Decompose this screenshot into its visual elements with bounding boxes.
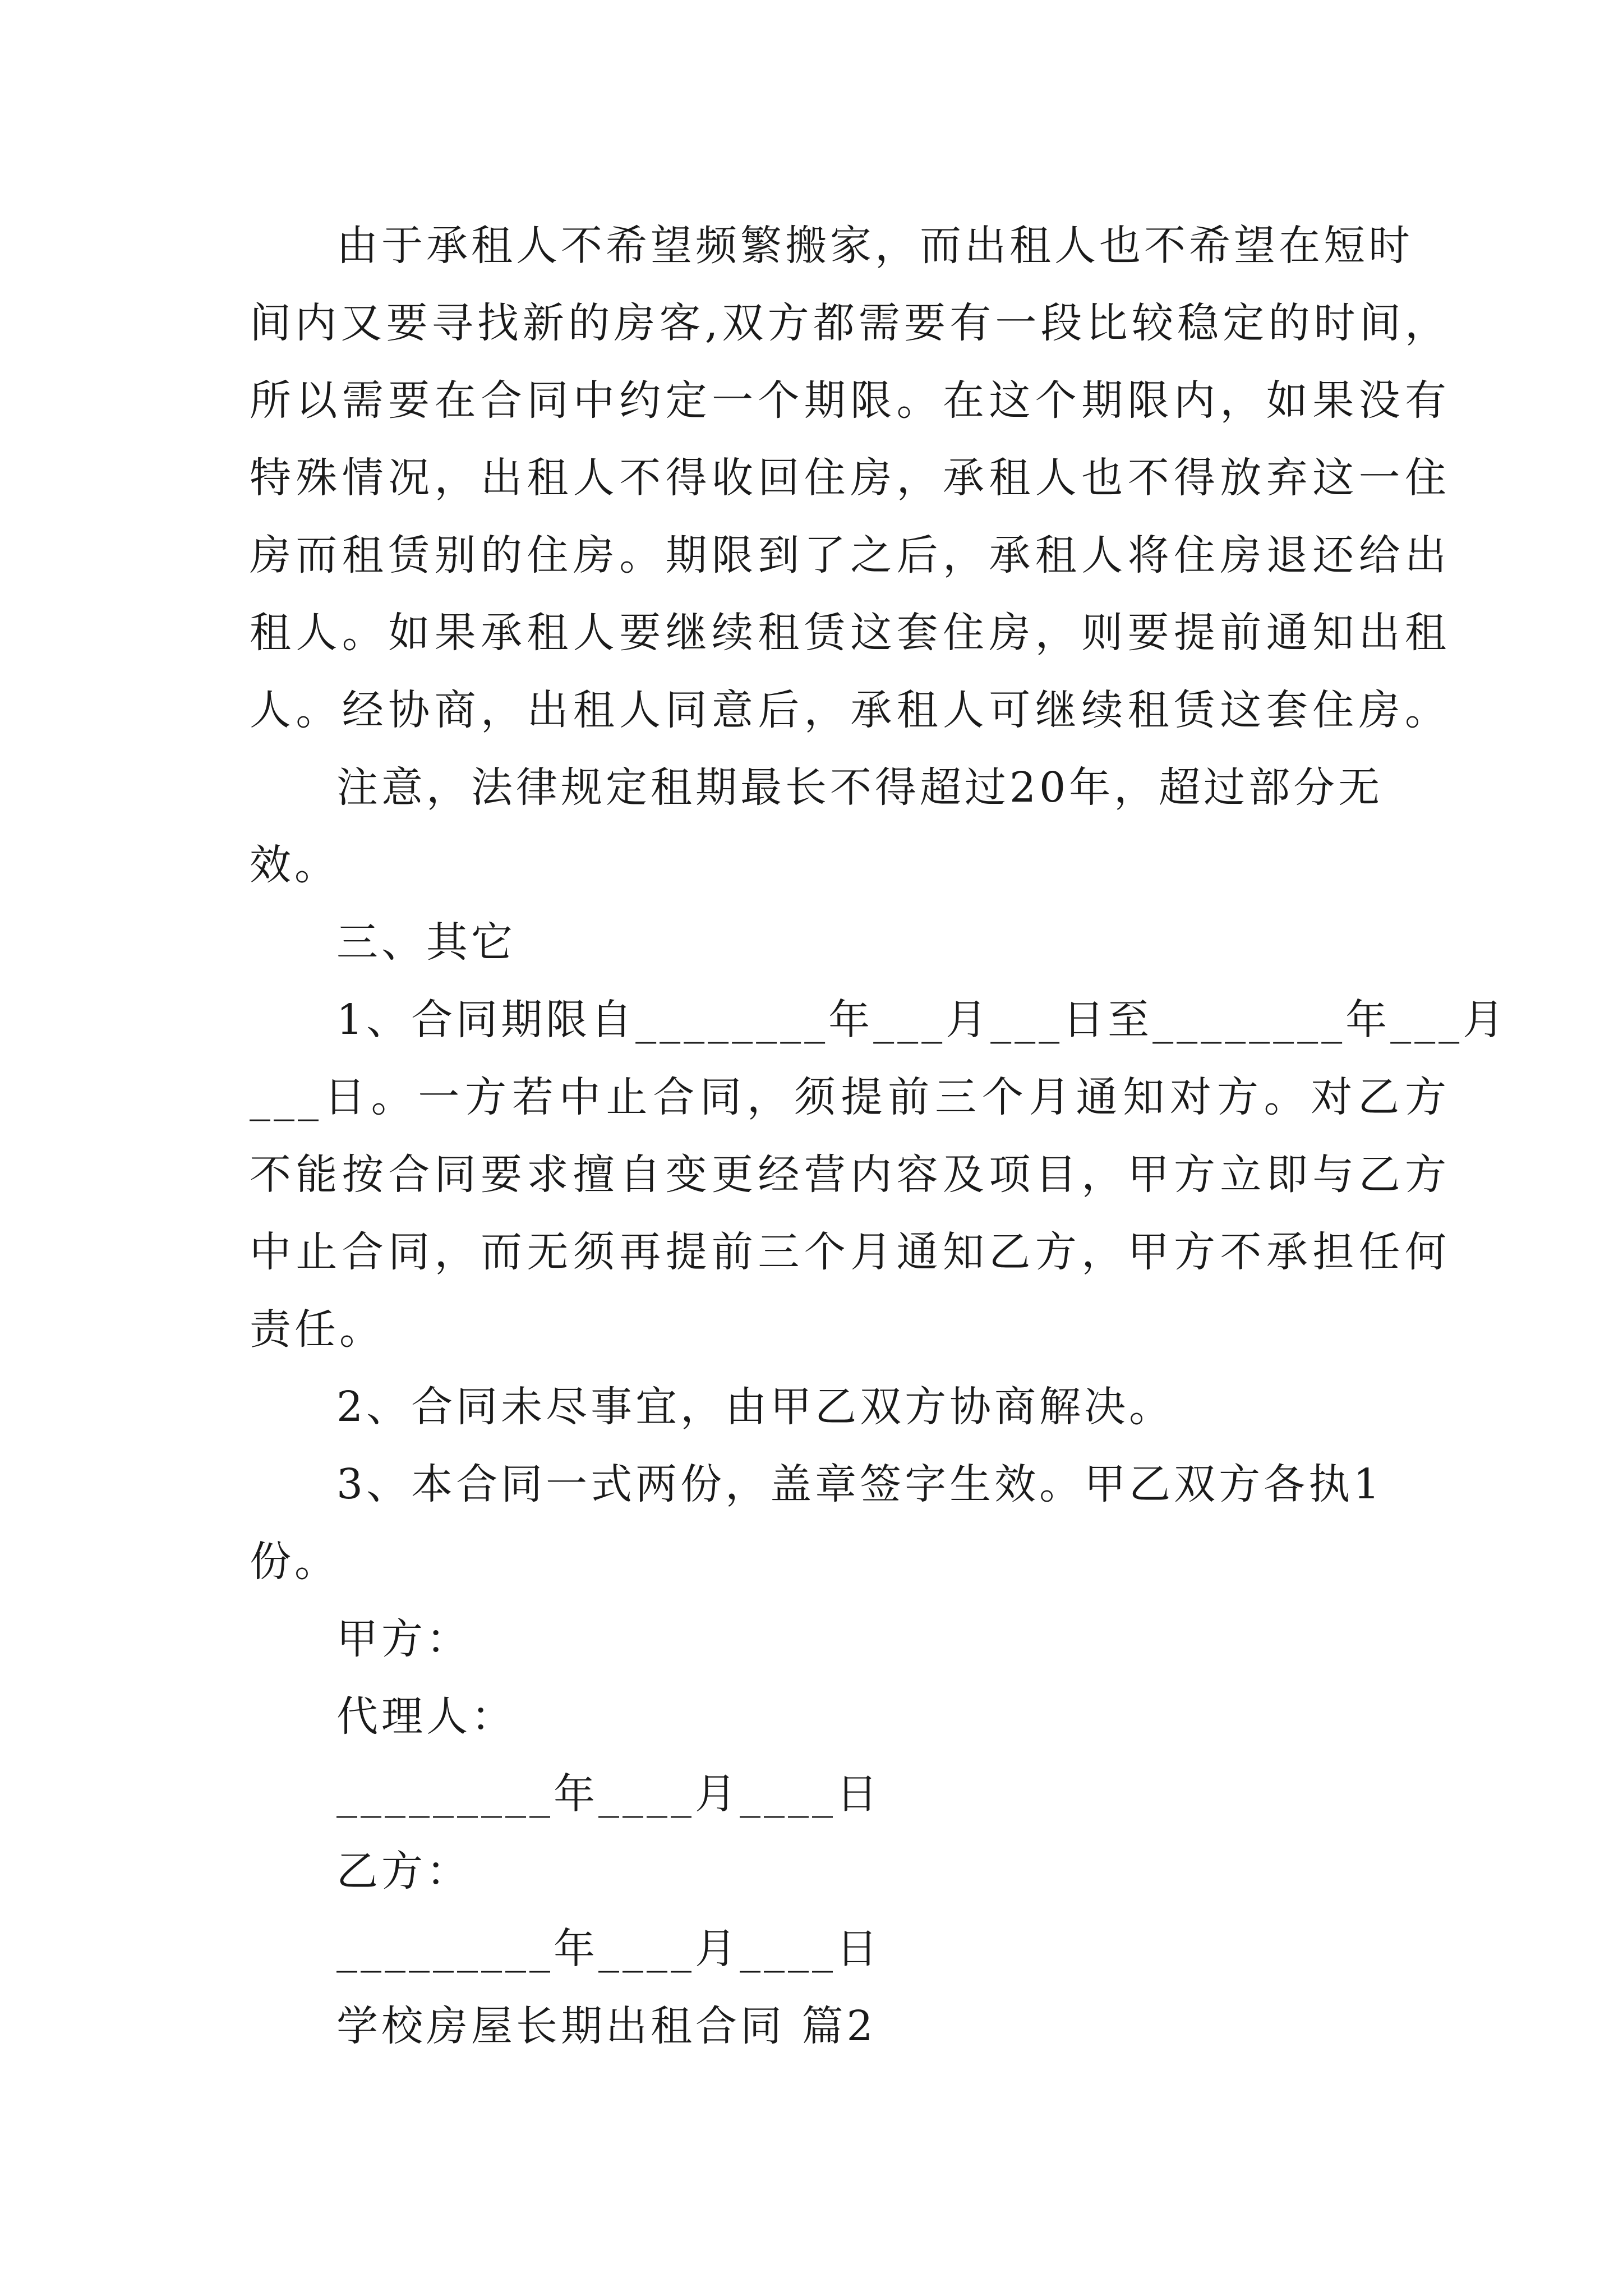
clause-1-line-1: 1、合同期限自________年___月___日至________年___月: [336, 996, 1508, 1044]
paragraph-1-line-4: 特殊情况，出租人不得收回住房，承租人也不得放弃这一住: [250, 454, 1450, 502]
date-line-2: _________年____月____日: [336, 1925, 881, 1973]
paragraph-2-line-1: 注意，法律规定租期最长不得超过20年，超过部分无: [336, 763, 1384, 812]
clause-3-line-1: 3、本合同一式两份，盖章签字生效。甲乙双方各执1: [336, 1460, 1384, 1508]
clause-2: 2、合同未尽事宜，由甲乙双方协商解决。: [336, 1383, 1174, 1431]
date-line-1: _________年____月____日: [336, 1770, 881, 1818]
party-a-label: 甲方：: [336, 1615, 471, 1663]
paragraph-1-line-1: 由于承租人不希望频繁搬家，而出租人也不希望在短时: [336, 222, 1413, 270]
clause-3-line-2: 份。: [250, 1538, 339, 1586]
party-b-label: 乙方：: [336, 1847, 471, 1895]
clause-1-line-3: 不能按合同要求擅自变更经营内容及项目，甲方立即与乙方: [250, 1151, 1450, 1199]
section-heading: 三、其它: [336, 918, 516, 967]
next-section-title: 学校房屋长期出租合同 篇2: [336, 2002, 877, 2050]
paragraph-1-line-3: 所以需要在合同中约定一个期限。在这个期限内，如果没有: [250, 376, 1450, 425]
paragraph-2-line-2: 效。: [250, 841, 339, 889]
clause-1-line-4: 中止合同，而无须再提前三个月通知乙方，甲方不承担任何: [250, 1228, 1450, 1276]
paragraph-1-line-2: 间内又要寻找新的房客,双方都需要有一段比较稳定的时间，: [250, 299, 1450, 347]
clause-1-line-5: 责任。: [250, 1305, 384, 1354]
paragraph-1-line-7: 人。经协商，出租人同意后，承租人可继续租赁这套住房。: [250, 686, 1450, 734]
paragraph-1-line-5: 房而租赁别的住房。期限到了之后，承租人将住房退还给出: [250, 531, 1450, 579]
agent-label: 代理人：: [336, 1692, 516, 1741]
paragraph-1-line-6: 租人。如果承租人要继续租赁这套住房，则要提前通知出租: [250, 609, 1450, 657]
clause-1-line-2: ___日。一方若中止合同，须提前三个月通知对方。对乙方: [250, 1073, 1450, 1121]
